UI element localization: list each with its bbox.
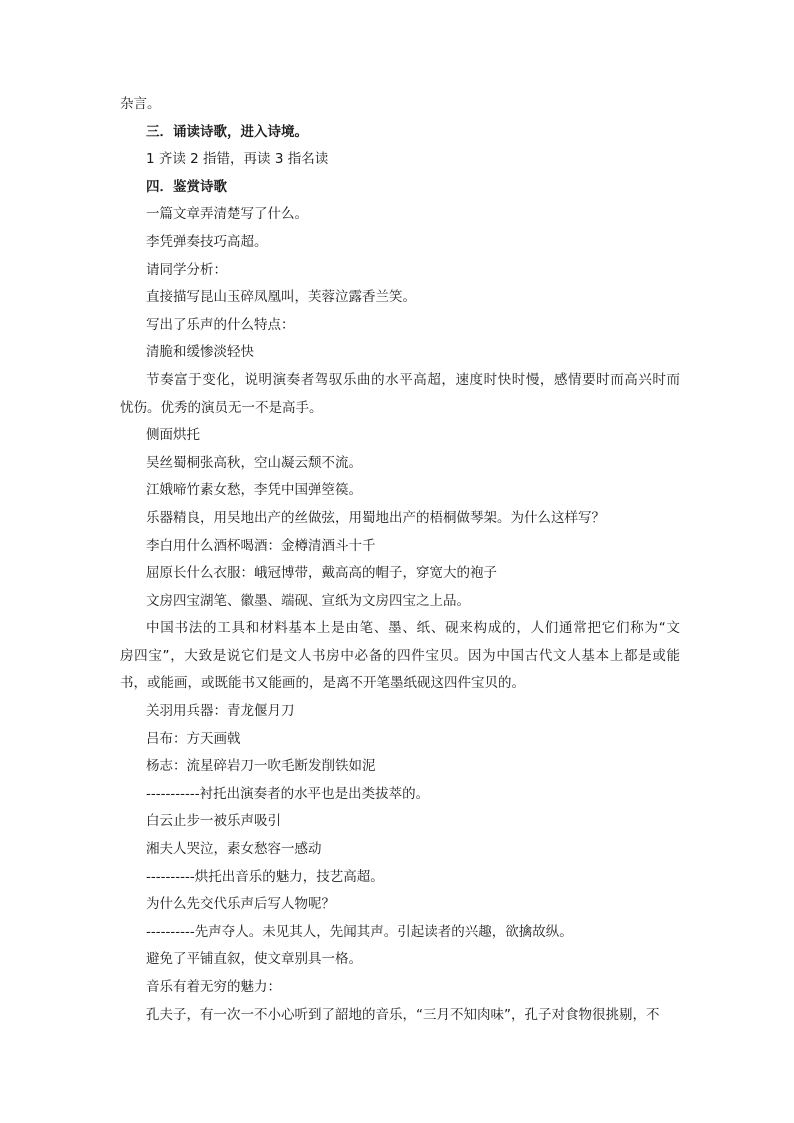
text-line: 杂言。	[120, 96, 161, 112]
text-line: 吕布：方天画戟	[146, 730, 241, 747]
text-line: 清脆和缓惨淡轻快	[146, 344, 254, 361]
text-line: 屈原长什么衣服：峨冠博带，戴高高的帽子，穿宽大的袍子	[146, 565, 497, 582]
text-line: 为什么先交代乐声后写人物呢？	[146, 896, 335, 913]
text-line: 李白用什么酒杯喝酒：金樽清酒斗十千	[146, 537, 376, 554]
document-body	[120, 91, 680, 1029]
text-line: 乐器精良，用吴地出产的丝做弦，用蜀地出产的梧桐做琴架。为什么这样写？	[146, 509, 605, 526]
text-line: -----------衬托出演奏者的水平也是出类拔萃的。	[146, 785, 430, 802]
section-heading-4: 四．鉴赏诗歌	[146, 178, 227, 195]
paragraph-line: 节奏富于变化，说明演奏者驾驭乐曲的水平高超，速度时快时慢，感情要时而高兴时而	[146, 371, 680, 388]
text-line: 吴丝蜀桐张高秋，空山凝云颓不流。	[146, 454, 362, 471]
paragraph-line: 房四宝”，大致是说它们是文人书房中必备的四件宝贝。因为中国古代文人基本上都是或能	[120, 647, 680, 664]
text-line: ----------烘托出音乐的魅力，技艺高超。	[146, 868, 384, 885]
text-line: ----------先声夺人。未见其人，先闻其声。引起读者的兴趣，欲擒故纵。	[146, 923, 573, 940]
text-line: 关羽用兵器：青龙偃月刀	[146, 703, 295, 720]
text-line: 写出了乐声的什么特点：	[146, 316, 295, 333]
text-line: 一篇文章弄清楚写了什么。	[146, 206, 308, 223]
text-line: 文房四宝湖笔、徽墨、端砚、宣纸为文房四宝之上品。	[146, 592, 470, 609]
text-line: 音乐有着无穷的魅力：	[146, 979, 281, 995]
text-line: 李凭弹奏技巧高超。	[146, 233, 268, 250]
paragraph-line: 中国书法的工具和材料基本上是由笔、墨、纸、砚来构成的，人们通常把它们称为“文	[146, 620, 680, 637]
text-line: 侧面烘托	[146, 427, 200, 444]
paragraph-line: 忧伤。优秀的演员无一不是高手。	[120, 399, 323, 416]
paragraph-line: 书，或能画，或既能书又能画的，是离不开笔墨纸砚这四件宝贝的。	[120, 675, 525, 692]
text-line: 孔夫子，有一次一不小心听到了韶地的音乐，“三月不知肉味”，孔子对食物很挑剔，不	[146, 1006, 660, 1023]
text-line: 避免了平铺直叙，使文章别具一格。	[146, 951, 362, 968]
text-line: 杨志：流星碎岩刀一吹毛断发削铁如泥	[146, 758, 376, 775]
text-line: 直接描写昆山玉碎凤凰叫，芙蓉泣露香兰笑。	[146, 289, 416, 306]
text-line: 请同学分析：	[146, 261, 227, 278]
text-line: 江娥啼竹素女愁，李凭中国弹箜篌。	[146, 482, 362, 499]
text-line: 湘夫人哭泣，素女愁容一感动	[146, 841, 322, 858]
section-heading-3: 三．诵读诗歌，进入诗境。	[146, 123, 308, 140]
text-line: 1 齐读 2 指错，再读 3 指名读	[146, 151, 329, 168]
text-line: 白云止步一被乐声吸引	[146, 813, 281, 830]
